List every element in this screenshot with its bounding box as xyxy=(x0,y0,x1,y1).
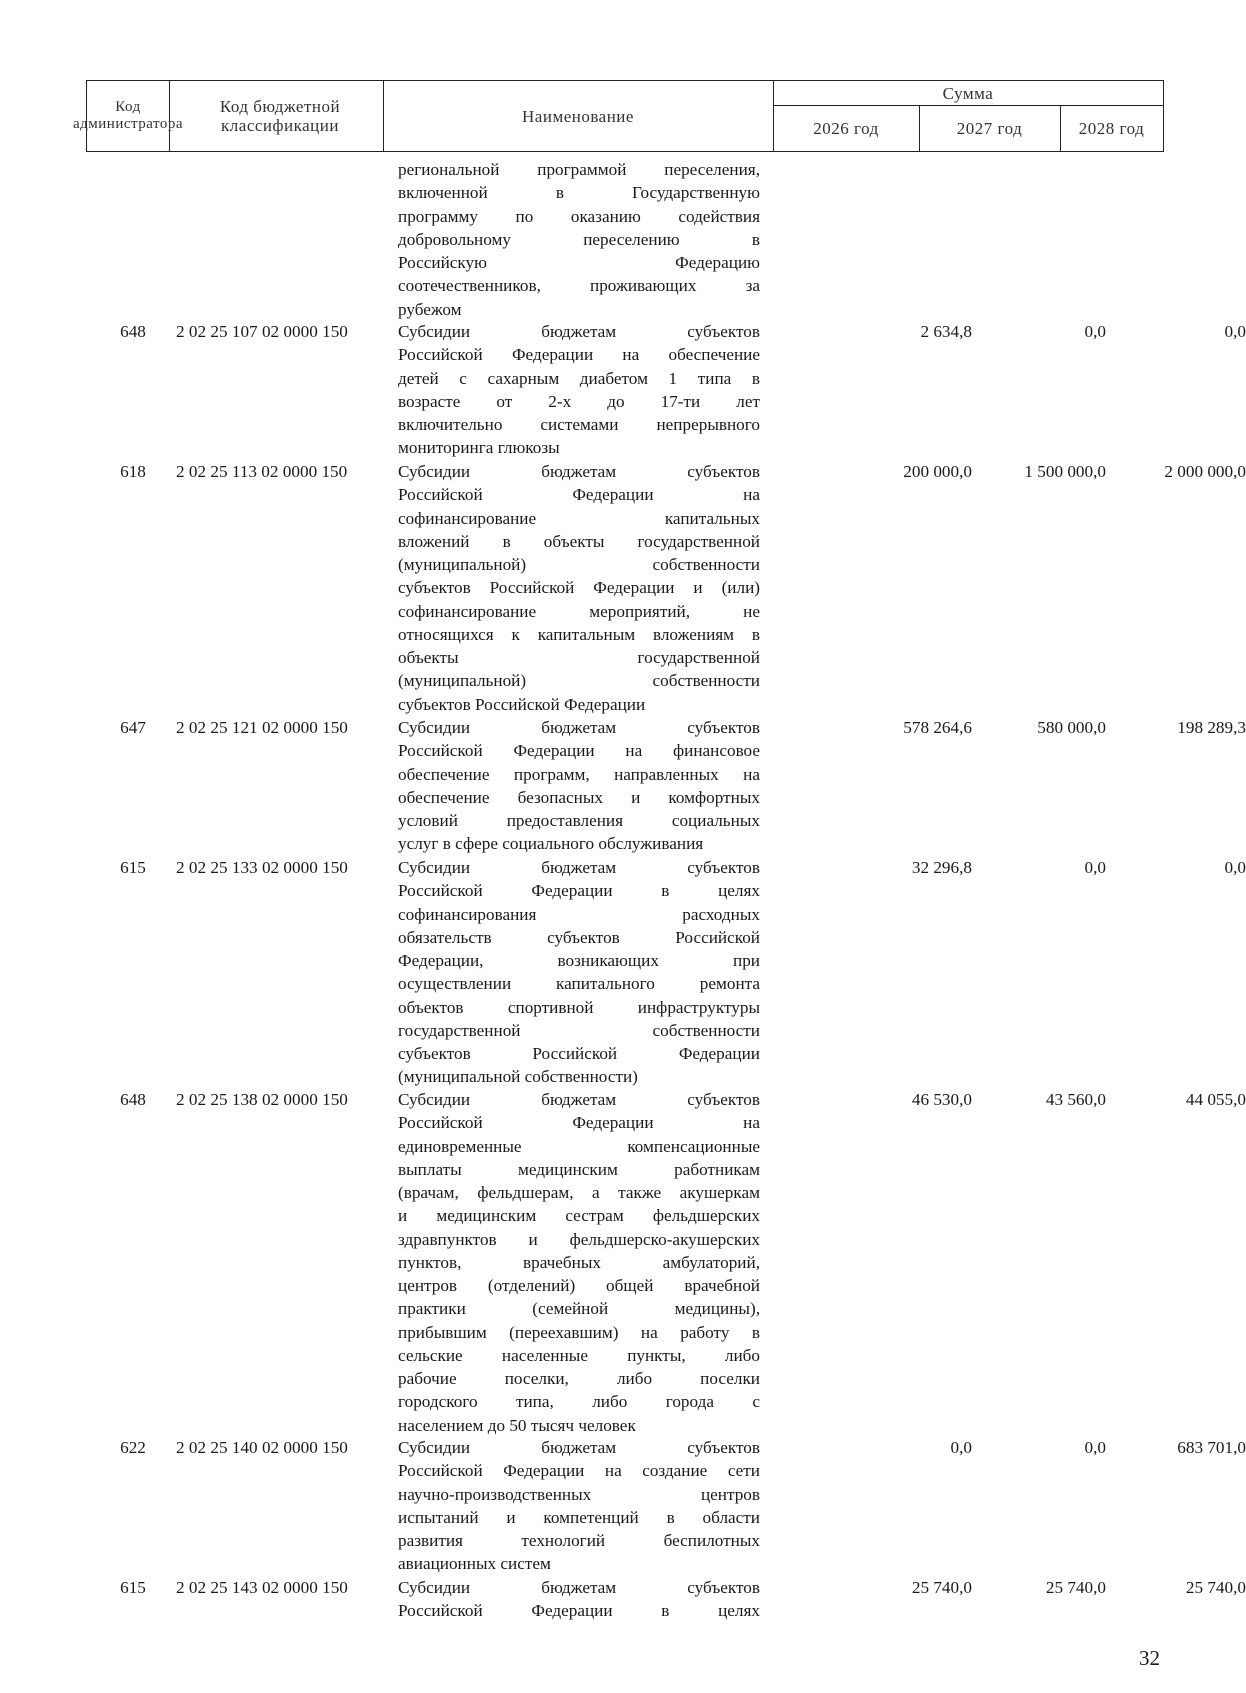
text-line: мониторинга глюкозы xyxy=(398,438,560,458)
sum-2026: 2 634,8 xyxy=(920,322,972,341)
text-line: Российской Федерации на xyxy=(398,1113,760,1133)
text-line: выплаты медицинским работникам xyxy=(398,1159,760,1179)
text-line: добровольному переселению в xyxy=(398,229,760,249)
admin-code: 648 xyxy=(120,1090,146,1109)
text-line: Субсидии бюджетам субъектов xyxy=(398,462,760,481)
sum-2026: 25 740,0 xyxy=(911,1578,972,1597)
text-line: практики (семейной медицины), xyxy=(398,1299,760,1319)
text-line: Российской Федерации на xyxy=(398,485,760,505)
text-line: (муниципальной собственности) xyxy=(398,1067,638,1087)
text-line: Субсидии бюджетам субъектов xyxy=(398,322,760,341)
text-line: Российской Федерации на создание сети xyxy=(398,1461,760,1481)
text-line: центров (отделений) общей врачебной xyxy=(398,1276,760,1295)
sum-2027: 0,0 xyxy=(1084,1438,1106,1457)
sum-2026: 578 264,6 xyxy=(903,718,972,737)
sum-2028: 2 000 000,0 xyxy=(1164,462,1246,481)
text-line: осуществлении капитального ремонта xyxy=(398,974,760,994)
sum-2026: 46 530,0 xyxy=(911,1090,972,1109)
sum-2028: 44 055,0 xyxy=(1185,1090,1246,1109)
text-line: сельские населенные пункты, либо xyxy=(398,1345,760,1365)
text-line: включительно системами непрерывного xyxy=(398,415,760,434)
text-line: Субсидии бюджетам субъектов xyxy=(398,858,760,877)
text-line: субъектов Российской Федерации и (или) xyxy=(398,578,760,598)
text-line: (врачам, фельдшерам, а также акушеркам xyxy=(398,1183,760,1202)
sum-2026: 0,0 xyxy=(950,1438,972,1457)
text-line: Российскую Федерацию xyxy=(398,253,760,272)
sum-2027: 0,0 xyxy=(1084,322,1106,341)
sum-2026: 200 000,0 xyxy=(903,462,972,481)
sum-2027: 580 000,0 xyxy=(1037,718,1106,737)
row-name xyxy=(398,320,760,460)
page-number: 32 xyxy=(1139,1646,1160,1670)
text-line: Российской Федерации в целях xyxy=(398,1601,760,1621)
admin-code: 615 xyxy=(120,1578,146,1597)
text-line: Субсидии бюджетам субъектов xyxy=(398,1438,760,1457)
header-year-2028: 2028 год xyxy=(1078,118,1145,138)
budget-code: 2 02 25 138 02 0000 150 xyxy=(176,1090,348,1109)
continued-name-text xyxy=(398,158,760,321)
text-line: населением до 50 тысяч человек xyxy=(398,1415,636,1435)
table-header xyxy=(72,80,1164,152)
budget-code: 2 02 25 113 02 0000 150 xyxy=(176,462,348,481)
row-name xyxy=(398,1436,760,1576)
sum-2028: 198 289,3 xyxy=(1177,718,1246,737)
header-admin-code: Код администратора xyxy=(72,99,184,132)
header-year-2027: 2027 год xyxy=(956,118,1023,138)
text-line: возрасте от 2-х до 17-ти лет xyxy=(398,391,760,411)
sum-2027: 43 560,0 xyxy=(1045,1090,1106,1109)
text-line: рубежом xyxy=(398,299,462,319)
sum-2028: 0,0 xyxy=(1224,858,1246,877)
admin-code: 648 xyxy=(120,322,146,341)
text-line: развития технологий беспилотных xyxy=(398,1531,760,1550)
text-line: авиационных систем xyxy=(398,1554,551,1574)
sum-2027: 0,0 xyxy=(1084,858,1106,877)
text-line: софинансирования расходных xyxy=(398,904,760,924)
text-line: обеспечение программ, направленных на xyxy=(398,764,760,784)
sum-2028: 683 701,0 xyxy=(1177,1438,1246,1457)
text-line: субъектов Российской Федерации xyxy=(398,694,646,714)
budget-code: 2 02 25 140 02 0000 150 xyxy=(176,1438,348,1457)
text-line: детей с сахарным диабетом 1 типа в xyxy=(398,368,760,388)
text-line: Субсидии бюджетам субъектов xyxy=(398,1090,760,1109)
text-line: относящихся к капитальным вложениям в xyxy=(398,624,760,644)
budget-code: 2 02 25 107 02 0000 150 xyxy=(176,322,348,341)
text-line: городского типа, либо города с xyxy=(398,1392,760,1412)
text-line: софинансирование капитальных xyxy=(398,508,760,528)
row-name xyxy=(398,1576,760,1623)
text-line: здравпунктов и фельдшерско-акушерских xyxy=(398,1229,760,1249)
text-line: обязательств субъектов Российской xyxy=(398,927,760,947)
row-name xyxy=(398,716,760,856)
text-line: (муниципальной) собственности xyxy=(398,555,760,574)
budget-code: 2 02 25 143 02 0000 150 xyxy=(176,1578,348,1597)
sum-2028: 0,0 xyxy=(1224,322,1246,341)
text-line: Субсидии бюджетам субъектов xyxy=(398,1578,760,1597)
admin-code: 647 xyxy=(120,718,146,737)
text-line: рабочие поселки, либо поселки xyxy=(398,1369,760,1388)
text-line: Федерации, возникающих при xyxy=(398,951,760,970)
header-sum: Сумма xyxy=(942,83,994,103)
row-name xyxy=(398,460,760,716)
text-line: единовременные компенсационные xyxy=(398,1136,760,1156)
admin-code: 615 xyxy=(120,858,146,877)
text-line: субъектов Российской Федерации xyxy=(398,1044,760,1063)
text-line: Субсидии бюджетам субъектов xyxy=(398,718,760,737)
row-name xyxy=(398,1088,760,1437)
text-line: обеспечение безопасных и комфортных xyxy=(398,787,760,807)
text-line: Российской Федерации на обеспечение xyxy=(398,345,760,365)
text-line: вложений в объекты государственной xyxy=(398,531,760,551)
budget-code: 2 02 25 133 02 0000 150 xyxy=(176,858,348,877)
admin-code: 622 xyxy=(120,1438,146,1457)
sum-2028: 25 740,0 xyxy=(1185,1578,1246,1597)
text-line: Российской Федерации на финансовое xyxy=(398,741,760,761)
text-line: программу по оказанию содействия xyxy=(398,206,760,226)
text-line: государственной собственности xyxy=(398,1020,760,1040)
text-line: пунктов, врачебных амбулаторий, xyxy=(398,1252,760,1272)
text-line: прибывшим (переехавшим) на работу в xyxy=(398,1322,760,1342)
text-line: (муниципальной) собственности xyxy=(398,671,760,691)
text-line: объекты государственной xyxy=(398,648,760,667)
admin-code: 618 xyxy=(120,462,146,481)
sum-2027: 1 500 000,0 xyxy=(1024,462,1106,481)
text-line: объектов спортивной инфраструктуры xyxy=(398,997,760,1017)
text-line: региональной программой переселения, xyxy=(398,160,760,179)
row-name xyxy=(398,856,760,1089)
text-line: софинансирование мероприятий, не xyxy=(398,601,760,621)
sum-2026: 32 296,8 xyxy=(911,858,972,877)
text-line: соотечественников, проживающих за xyxy=(398,276,760,296)
budget-code: 2 02 25 121 02 0000 150 xyxy=(176,718,348,737)
header-year-2026: 2026 год xyxy=(813,118,879,138)
header-budget-code: Код бюджетной классификации xyxy=(219,97,341,135)
header-name: Наименование xyxy=(522,106,634,126)
text-line: условий предоставления социальных xyxy=(398,811,760,830)
text-line: включенной в Государственную xyxy=(398,183,760,203)
text-line: научно-производственных центров xyxy=(398,1484,760,1504)
sum-2027: 25 740,0 xyxy=(1045,1578,1106,1597)
text-line: испытаний и компетенций в области xyxy=(398,1507,760,1527)
text-line: и медицинским сестрам фельдшерских xyxy=(398,1206,760,1226)
text-line: услуг в сфере социального обслуживания xyxy=(398,834,704,854)
text-line: Российской Федерации в целях xyxy=(398,881,760,901)
